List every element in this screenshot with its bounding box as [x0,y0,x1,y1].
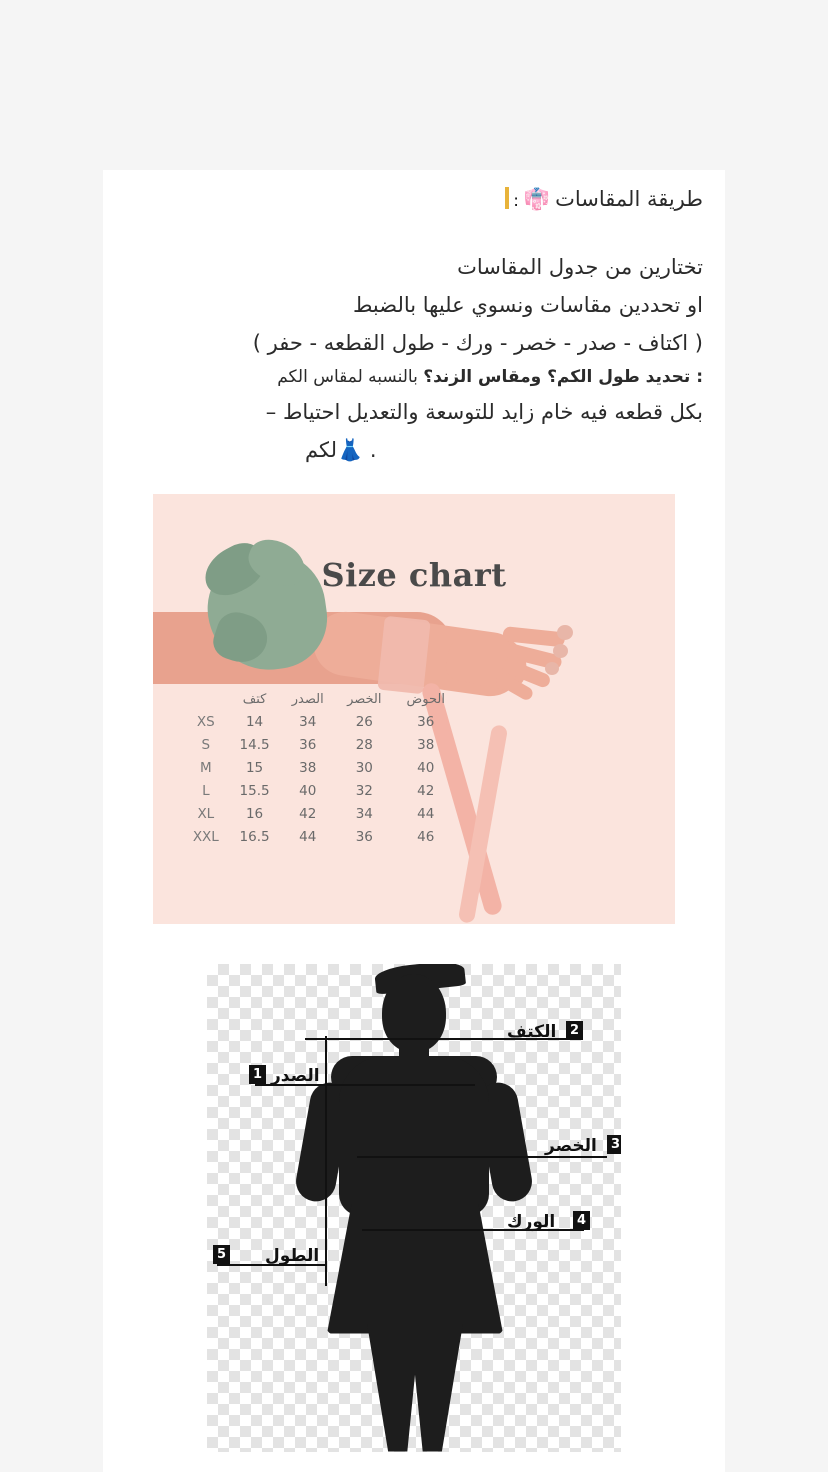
table-header-row [183,689,458,711]
dash-bullet-icon: – [265,400,277,425]
table-row [183,826,458,849]
instruction-line-6 [125,431,703,469]
cell-size: M [200,760,212,777]
cell-shoulder: 15 [245,760,264,777]
nail-icon [553,644,568,658]
instruction-line-4 [125,362,703,393]
measurement-diagram-image [207,964,621,1452]
cell-shoulder: 15.5 [239,783,270,800]
label-shoulder: الكتف [507,1021,557,1042]
cell-size: XL [197,806,215,823]
table-row [183,734,458,757]
nail-icon [545,662,559,675]
size-chart-image [153,494,675,924]
label-chest: الصدر [271,1065,320,1086]
label-hip: الورك [507,1211,556,1232]
table-row [183,711,458,734]
badge-length: 5 [213,1245,230,1264]
page-title [103,170,725,222]
cell-hip: 36 [417,714,435,731]
size-chart-title: Size chart [321,555,507,594]
cell-chest: 40 [299,783,317,800]
badge-hip: 4 [573,1211,590,1230]
cell-shoulder: 16 [245,806,264,823]
label-length: الطول [265,1245,320,1266]
col-header-chest: الصدر [291,692,324,708]
cell-hip: 42 [417,783,435,800]
badge-shoulder: 2 [566,1021,583,1040]
col-header-size [183,689,229,711]
measuring-tape-cuff [377,615,430,693]
cell-hip: 40 [417,760,435,777]
cell-hip: 38 [417,737,435,754]
sleeve-prefix: بالنسبه لمقاس الكم [277,367,418,388]
cell-shoulder: 16.5 [239,829,270,846]
instruction-line-5 [125,393,703,431]
cell-waist: 36 [355,829,373,846]
label-waist: الخصر [545,1135,597,1156]
cell-chest: 34 [299,714,317,731]
page-title-text: طريقة المقاسات [555,187,703,211]
skirt-shape [327,1204,503,1334]
legs-shape [367,1324,463,1452]
kimono-icon: 👘 [523,187,551,211]
cell-hip: 46 [417,829,435,846]
size-chart-table [183,689,458,849]
table-row [183,803,458,826]
cell-size: L [202,783,210,800]
closing-text: لكم [305,438,337,463]
closing-end: . [369,438,377,463]
col-header-waist: الخصر [347,692,382,708]
cell-chest: 42 [299,806,317,823]
title-colon: : [513,191,519,210]
instruction-line-2: او تحددين مقاسات ونسوي عليها بالضبط [352,292,703,317]
table-row [183,757,458,780]
nail-icon [557,625,573,640]
length-measure-vline [325,1036,327,1286]
cell-shoulder: 14.5 [239,737,270,754]
cell-shoulder: 14 [245,714,264,731]
instruction-line-3: ( اكتاف - صدر - خصر - ورك - طول القطعه - حفر ) [252,330,703,355]
accent-bar-icon [505,187,509,209]
cell-waist: 30 [355,760,373,777]
cell-chest: 44 [299,829,317,846]
torso-shape [339,1056,489,1216]
sleeve-question: : تحديد طول الكم؟ ومقاس الزند؟ [423,367,703,388]
instruction-line-1: تختارين من جدول المقاسات [457,254,703,279]
badge-chest: 1 [249,1065,266,1084]
instruction-line-5-text: بكل قطعه فيه خام زايد للتوسعة والتعديل احتياط [282,400,703,425]
cell-waist: 26 [355,714,373,731]
dress-icon: 👗 [336,438,364,463]
cell-size: XXL [192,829,219,846]
table-row [183,780,458,803]
col-header-hip: الحوض [406,692,445,708]
cell-size: S [201,737,211,754]
waist-measure-line [357,1156,607,1158]
cell-chest: 38 [299,760,317,777]
cell-waist: 32 [355,783,373,800]
cell-chest: 36 [299,737,317,754]
head-shape [382,974,446,1052]
content-card [103,170,725,1472]
col-header-shoulder: كتف [242,692,267,708]
cell-waist: 28 [355,737,373,754]
cell-waist: 34 [355,806,373,823]
cell-hip: 44 [417,806,435,823]
badge-waist: 3 [607,1135,621,1154]
instructions-block [103,222,725,478]
cell-size: XS [196,714,215,731]
